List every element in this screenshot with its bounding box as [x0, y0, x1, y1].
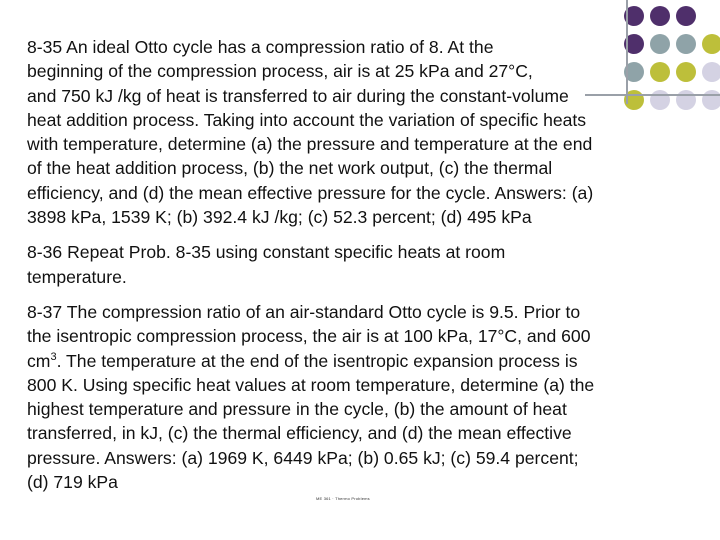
problem-text-area	[27, 35, 687, 494]
page-footer: ME 361 · Thermo Problems	[316, 496, 370, 501]
text-line: and 750 kJ /kg of heat is transferred to air during the constant-volume	[27, 85, 569, 106]
text-line: pressure. Answers: (a) 1969 K, 6449 kPa; (b) 0.65 kJ; (c) 59.4 percent;	[27, 447, 579, 468]
text-line: 3898 kPa, 1539 K; (b) 392.4 kJ /kg; (c) 52.3 percent; (d) 495 kPa	[27, 207, 532, 228]
text-line: 8-36 Repeat Prob. 8-35 using constant specific heats at room	[27, 242, 506, 263]
decorative-dot	[702, 90, 720, 110]
text-line: the isentropic compression process, the air is at 100 kPa, 17°C, and 600	[27, 326, 591, 347]
problem-8-35	[27, 35, 687, 229]
decorative-dot	[702, 62, 720, 82]
text-line: (d) 719 kPa	[27, 472, 118, 493]
text-line: 8-37 The compression ratio of an air-standard Otto cycle is 9.5. Prior to	[27, 301, 581, 322]
decorative-dot	[702, 34, 720, 54]
problem-8-36	[27, 240, 687, 289]
text-line: with temperature, determine (a) the pressure and temperature at the end	[27, 134, 593, 155]
text-line-volume	[27, 349, 687, 373]
text-line: highest temperature and pressure in the cycle, (b) the amount of heat	[27, 399, 567, 420]
decorative-dot	[650, 6, 670, 26]
text-line: 800 K. Using specific heat values at room temperature, determine (a) the	[27, 374, 595, 395]
text-line: of the heat addition process, (b) the net work output, (c) the thermal	[27, 158, 553, 179]
text-line: heat addition process. Taking into account the variation of specific heats	[27, 109, 587, 130]
volume-unit: cm	[27, 350, 51, 371]
text-line: 8-35 An ideal Otto cycle has a compression ratio of 8. At the	[27, 37, 494, 57]
volume-line-rest: . The temperature at the end of the isentropic expansion process is	[56, 350, 578, 371]
volume-exponent: 3	[50, 350, 57, 363]
text-line: efficiency, and (d) the mean effective pressure for the cycle. Answers: (a)	[27, 182, 594, 203]
decorative-dot	[676, 6, 696, 26]
text-line: temperature.	[27, 266, 127, 287]
text-line: beginning of the compression process, air is at 25 kPa and 27°C,	[27, 61, 533, 82]
text-line: transferred, in kJ, (c) the thermal efficiency, and (d) the mean effective	[27, 423, 572, 444]
problem-8-37	[27, 300, 687, 494]
